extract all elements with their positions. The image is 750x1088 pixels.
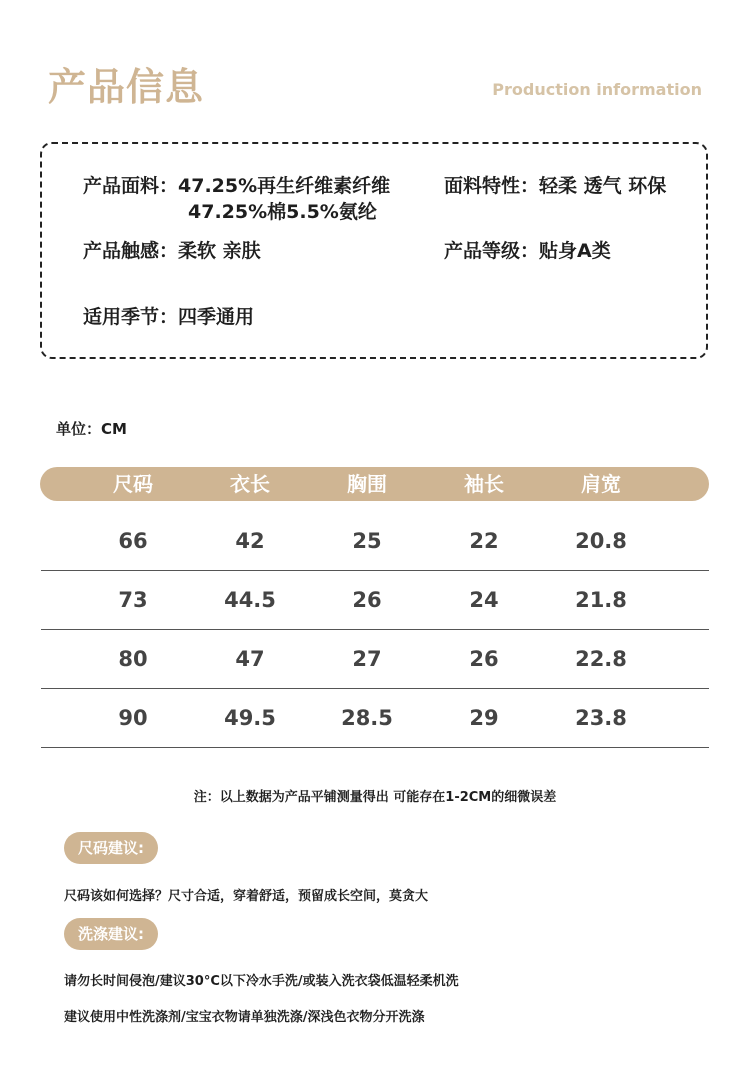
cell-sleeve: 26	[469, 647, 499, 671]
cell-sleeve: 24	[469, 588, 499, 612]
table-row	[41, 571, 709, 630]
cell-size: 73	[118, 588, 148, 612]
product-info-box	[40, 142, 708, 359]
size-advice-text: 尺码该如何选择？尺寸合适，穿着舒适，预留成长空间，莫贪大	[64, 889, 429, 904]
grade-label: 产品等级：	[444, 240, 540, 262]
cell-chest: 28.5	[341, 706, 393, 730]
fabric-value-line2: 47.25%棉5.5%氨纶	[188, 201, 377, 223]
season-label: 适用季节：	[83, 306, 179, 328]
touch-label: 产品触感：	[83, 240, 179, 262]
wash-advice-line1: 请勿长时间侵泡/建议30°C以下冷水手洗/或装入洗衣袋低温轻柔机洗	[64, 974, 459, 989]
cell-length: 47	[235, 647, 265, 671]
header-length: 衣长	[230, 472, 270, 496]
season-value: 四季通用	[178, 306, 255, 328]
cell-size: 90	[118, 706, 148, 730]
table-row	[41, 630, 709, 689]
header-sleeve: 袖长	[464, 472, 504, 496]
cell-chest: 27	[352, 647, 382, 671]
cell-length: 42	[235, 529, 265, 553]
feature-value: 轻柔 透气 环保	[539, 175, 667, 197]
table-row	[41, 512, 709, 571]
fabric-info	[83, 171, 390, 198]
wash-advice-badge: 洗涤建议:	[64, 918, 158, 950]
cell-length: 49.5	[224, 706, 276, 730]
measurement-note: 注：以上数据为产品平铺测量得出 可能存在1-2CM的细微误差	[193, 790, 557, 805]
size-table-header	[40, 467, 709, 501]
cell-size: 66	[118, 529, 148, 553]
touch-value: 柔软 亲肤	[178, 240, 261, 262]
wash-advice-line2: 建议使用中性洗涤剂/宝宝衣物请单独洗涤/深浅色衣物分开洗涤	[64, 1010, 425, 1025]
cell-sleeve: 22	[469, 529, 499, 553]
grade-info	[444, 236, 611, 263]
unit-label: 单位：CM	[56, 420, 127, 438]
grade-value: 贴身A类	[539, 240, 611, 262]
cell-shoulder: 22.8	[575, 647, 627, 671]
size-advice-badge: 尺码建议:	[64, 832, 158, 864]
header-size: 尺码	[113, 472, 153, 496]
cell-shoulder: 23.8	[575, 706, 627, 730]
table-row	[41, 689, 709, 748]
page-title: 产品信息	[48, 65, 205, 109]
cell-chest: 26	[352, 588, 382, 612]
season-info	[83, 302, 254, 329]
cell-length: 44.5	[224, 588, 276, 612]
fabric-label: 产品面料：	[83, 175, 179, 197]
cell-chest: 25	[352, 529, 382, 553]
header-shoulder: 肩宽	[581, 472, 621, 496]
cell-shoulder: 20.8	[575, 529, 627, 553]
cell-size: 80	[118, 647, 148, 671]
cell-shoulder: 21.8	[575, 588, 627, 612]
feature-info	[444, 171, 666, 198]
page-subtitle: Production information	[492, 80, 702, 99]
header-chest: 胸围	[347, 472, 387, 496]
feature-label: 面料特性：	[444, 175, 540, 197]
fabric-value-line1: 47.25%再生纤维素纤维	[178, 175, 391, 197]
cell-sleeve: 29	[469, 706, 499, 730]
touch-info	[83, 236, 261, 263]
